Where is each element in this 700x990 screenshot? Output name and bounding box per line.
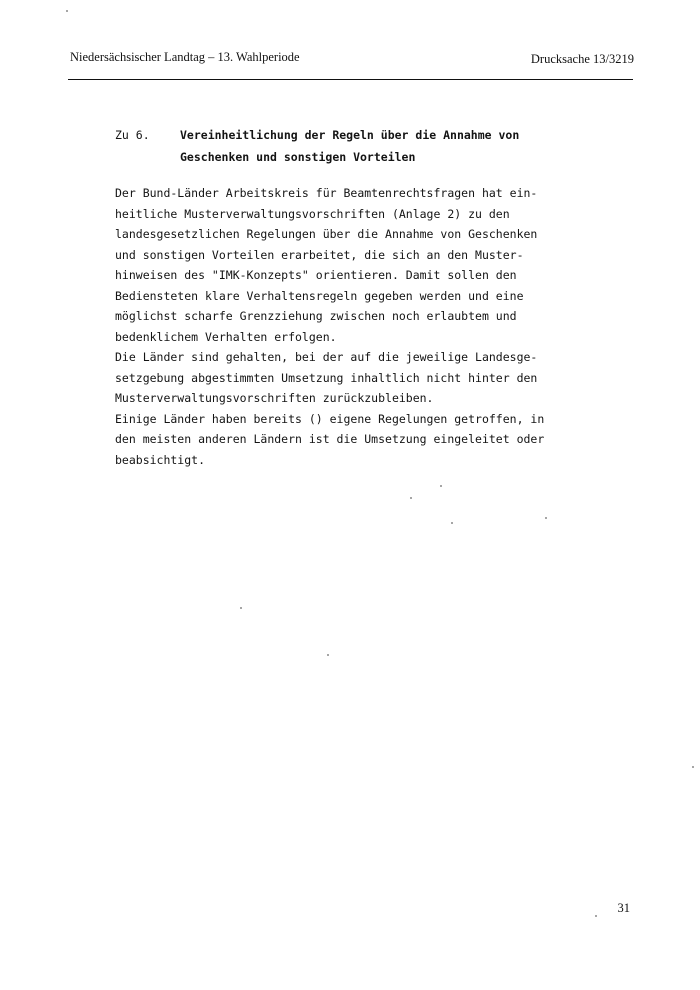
scan-speck: [240, 607, 242, 609]
body-line: möglichst scharfe Grenzziehung zwischen noch erlaubtem und: [115, 309, 517, 323]
body-line: landesgesetzlichen Regelungen über die Annahme von Geschenken: [115, 227, 538, 241]
body-line: Musterverwaltungsvorschriften zurückzubleiben.: [115, 391, 434, 405]
scan-speck: [66, 10, 68, 12]
scan-speck: [692, 766, 694, 768]
section-title: Vereinheitlichung der Regeln über die Annahme von Geschenken und sonstigen Vorteilen: [180, 128, 520, 164]
header-rule: [68, 79, 633, 80]
scan-speck: [410, 497, 412, 499]
body-line: Die Länder sind gehalten, bei der auf die jeweilige Landesge-: [115, 350, 538, 364]
body-line: heitliche Musterverwaltungsvorschriften (Anlage 2) zu den: [115, 206, 510, 221]
scan-speck: [545, 517, 547, 519]
scan-speck: [327, 654, 329, 656]
scan-speck: [595, 915, 597, 917]
body-line: Bediensteten klare Verhaltensregeln gegeben werden und eine: [115, 288, 524, 303]
body-line: setzgebung abgestimmten Umsetzung inhaltlich nicht hinter den: [115, 370, 538, 385]
body-line: beabsichtigt.: [115, 452, 206, 467]
scan-speck: [440, 485, 442, 487]
body-line: den meisten anderen Ländern ist die Umsetzung eingeleitet oder: [115, 432, 545, 446]
body-line: bedenklichem Verhalten erfolgen.: [115, 329, 337, 344]
page-number: 31: [617, 901, 630, 915]
body-line: Der Bund-Länder Arbeitskreis für Beamtenrechtsfragen hat ein-: [115, 186, 538, 200]
body-text: [115, 183, 585, 470]
header-left-text: Niedersächsischer Landtag – 13. Wahlperiode: [70, 50, 300, 64]
section-number: Zu 6.: [115, 128, 150, 142]
body-line: hinweisen des "IMK-Konzepts" orientieren. Damit sollen den: [115, 268, 517, 282]
document-number: Drucksache 13/3219: [530, 52, 634, 66]
body-line: und sonstigen Vorteilen erarbeitet, die sich an den Muster-: [115, 247, 524, 262]
scan-speck: [451, 522, 453, 524]
body-line: Einige Länder haben bereits () eigene Regelungen getroffen, in: [115, 411, 545, 426]
